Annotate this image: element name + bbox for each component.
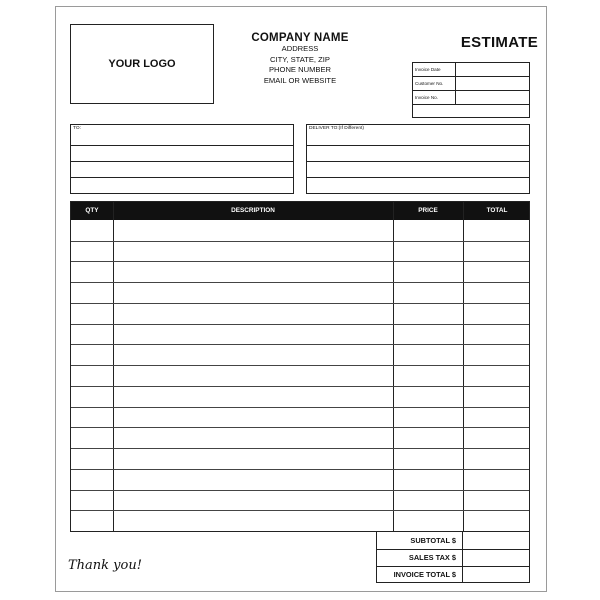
table-row-divider (71, 510, 529, 511)
table-row-divider (71, 344, 529, 345)
company-address: ADDRESS (281, 44, 319, 53)
subtotal-label: SUBTOTAL $ (377, 532, 463, 549)
invoice-date-row[interactable] (413, 63, 529, 77)
table-row-divider (71, 407, 529, 408)
address-line (307, 161, 529, 162)
invoice-no-row[interactable] (413, 91, 529, 105)
logo-text: YOUR LOGO (108, 58, 176, 70)
table-row-divider (71, 365, 529, 366)
table-row-divider (71, 282, 529, 283)
line-items-table (70, 201, 530, 532)
invoice-total-row[interactable] (377, 566, 529, 583)
totals-box (376, 531, 530, 583)
invoice-meta-table (412, 62, 530, 118)
column-header-qty: QTY (85, 207, 99, 214)
table-row-divider (71, 386, 529, 387)
table-row-divider (71, 241, 529, 242)
invoice-no-label: Invoice No. (413, 91, 456, 104)
column-divider (463, 202, 464, 531)
thank-you-note: Thank you! (68, 558, 142, 573)
column-header-total: TOTAL (486, 207, 508, 214)
sales-tax-label: SALES TAX $ (377, 549, 463, 566)
table-row-divider (71, 490, 529, 491)
subtotal-row[interactable] (377, 532, 529, 549)
address-line (71, 177, 293, 178)
sales-tax-row[interactable] (377, 549, 529, 566)
company-info (230, 32, 370, 86)
meta-blank-row[interactable] (413, 105, 529, 119)
table-row-divider (71, 303, 529, 304)
invoice-total-label: INVOICE TOTAL $ (377, 566, 463, 583)
table-row-divider (71, 324, 529, 325)
table-row-divider (71, 448, 529, 449)
bill-to-box[interactable] (70, 124, 294, 194)
deliver-to-box[interactable] (306, 124, 530, 194)
column-divider (113, 202, 114, 531)
table-header (71, 202, 529, 220)
document-title: ESTIMATE (460, 34, 538, 51)
invoice-date-label: Invoice Date (413, 63, 456, 76)
company-email-website: EMAIL OR WEBSITE (263, 75, 337, 85)
company-name: COMPANY NAME (251, 32, 349, 44)
customer-no-label: Customer No. (413, 77, 456, 90)
address-line (307, 177, 529, 178)
company-city-state-zip: CITY, STATE, ZIP (270, 54, 330, 64)
table-row-divider (71, 427, 529, 428)
address-line (307, 145, 529, 146)
column-divider (393, 202, 394, 531)
column-header-description: DESCRIPTION (231, 207, 275, 214)
deliver-to-label: DELIVER TO:(If Different) (309, 126, 364, 131)
address-line (71, 145, 293, 146)
company-phone: PHONE NUMBER (268, 65, 332, 74)
address-line (71, 161, 293, 162)
column-header-price: PRICE (418, 207, 438, 214)
customer-no-row[interactable] (413, 77, 529, 91)
to-label: TO: (73, 126, 81, 131)
logo-placeholder (70, 24, 214, 104)
table-row-divider (71, 469, 529, 470)
table-row-divider (71, 261, 529, 262)
